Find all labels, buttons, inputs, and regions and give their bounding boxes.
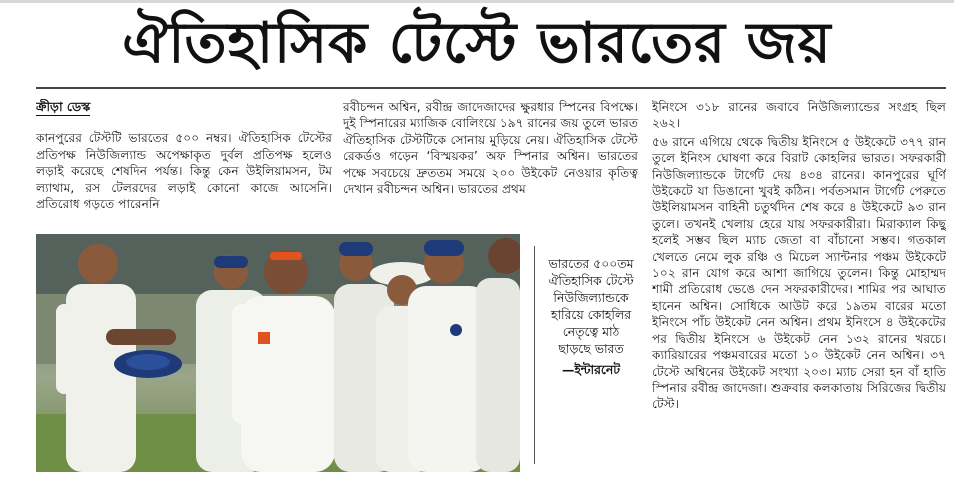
article-column-3 <box>652 99 946 413</box>
photo-credit: —ইন্টারনেট <box>561 362 621 377</box>
column-3-paragraph: ইনিংসে ৩১৮ রানের জবাবে নিউজিল্যান্ডের সংগ্রহ ছিল ২৬২। <box>652 100 946 131</box>
desk-byline: ক্রীড়া ডেস্ক <box>36 99 90 116</box>
team-photo <box>36 234 520 472</box>
top-rule <box>0 0 954 3</box>
column-1-text: কানপুরের টেস্টটি ভারতের ৫০০ নম্বর। ঐতিহাসিক টেস্টের প্রতিপক্ষ নিউজিল্যান্ড অপেক্ষাকৃত দুর্বল প্রতিপক্ষ হলেও লড়াই করেছে শেষদিন পর্যন্ত। কিন্তু কেন উইলিয়ামসন, টম ল্যাথাম, রস টেলরদের লড়াই কোনো কাজে আসেনি। প্রতিরোধ গড়তে পারেননি <box>36 131 332 212</box>
headline-divider <box>36 87 946 89</box>
caption-divider <box>534 246 535 464</box>
column-3-paragraph: ৫৬ রানে এগিয়ে থেকে দ্বিতীয় ইনিংসে ৫ উইকেটে ৩৭৭ রান তুলে ইনিংস ঘোষণা করে বিরাট কোহলির ভারত। সফরকারী নিউজিল্যান্ডকে টার্গেট দেয় ৪৩৪ রানের। কানপুরের ঘূর্ণি উইকেটে যা ডিঙানো খুবই কঠিন। পর্বতসমান টার্গেট পেরুতে উইলিয়ামসন বাহিনী চতুর্থদিন শেষ করে ৪ উইকেটে ৯৩ রান তুলে। তখনই খেলায় হেরে যায় সফরকারীরা। মিরাক্যাল কিছু হলেই সম্ভব ছিল ম্যাচ জেতা বা বাঁচানো সম্ভব। গতকাল খেলতে নেমে লুক রঞ্চি ও মিচেল স্যান্টনার পঞ্চম উইকেটে ১০২ রান যোগ করে আশা জাগিয়ে তুলেন। কিন্তু মোহাম্মদ শামী প্রতিরোধ ভেঙে দেন সফরকারীদের। শামির পর আঘাত হানেন অশ্বিন। সোধিকে আউট করে ১৯তম বারের মতো ইনিংসে পাঁচ উইকেট নেন অশ্বিন। প্রথম ইনিংসে ৪ উইকেটের পর দ্বিতীয় ইনিংসে ৬ উইকেট নেন ১৩২ রানের খরচে। ক্যারিয়ারের পঞ্চমবারের মতো ১০ উইকেট নেন অশ্বিন। ৩৭ টেস্টে অশ্বিনের উইকেট সংখ্যা ২০৩। ম্যাচ সেরা হন বাঁ হাতি স্পিনার রবীন্দ্র জাদেজা। শুক্রবার কলকাতায় সিরিজের দ্বিতীয় টেস্ট। <box>652 134 946 412</box>
caption-text: ভারতের ৫০০তম ঐতিহাসিক টেস্টে নিউজিল্যান্ডকে হারিয়ে কোহলির নেতৃত্বে মাঠ ছাড়ছে ভারত <box>548 256 634 356</box>
cricket-players-illustration <box>36 234 520 472</box>
column-2-text: রবীচন্দন অশ্বিন, রবীন্দ্র জাদেজাদের ক্ষুরধার স্পিনের বিপক্ষে। দুই স্পিনারের ম্যাজিক বোলিংয়ে ১৯৭ রানের জয় তুলে ভারত ঐতিহাসিক টেস্টটিকে সোনায় মুড়িয়ে নেয়। ঐতিহাসিক টেস্টে রেকর্ডও গড়েন ‘বিস্ময়কর’ অফ স্পিনার অশ্বিন। ভারতের পক্ষে সবচেয়ে দ্রুততম সময়ে ২০০ উইকেট নেওয়ার কৃতিত্ব দেখান রবীচন্দন অশ্বিন। ভারতের প্রথম <box>343 100 638 197</box>
article-column-1 <box>36 99 332 212</box>
photo-caption <box>546 255 636 378</box>
article-column-2 <box>343 99 638 197</box>
headline: ঐতিহাসিক টেস্টে ভারতের জয় <box>122 11 832 76</box>
